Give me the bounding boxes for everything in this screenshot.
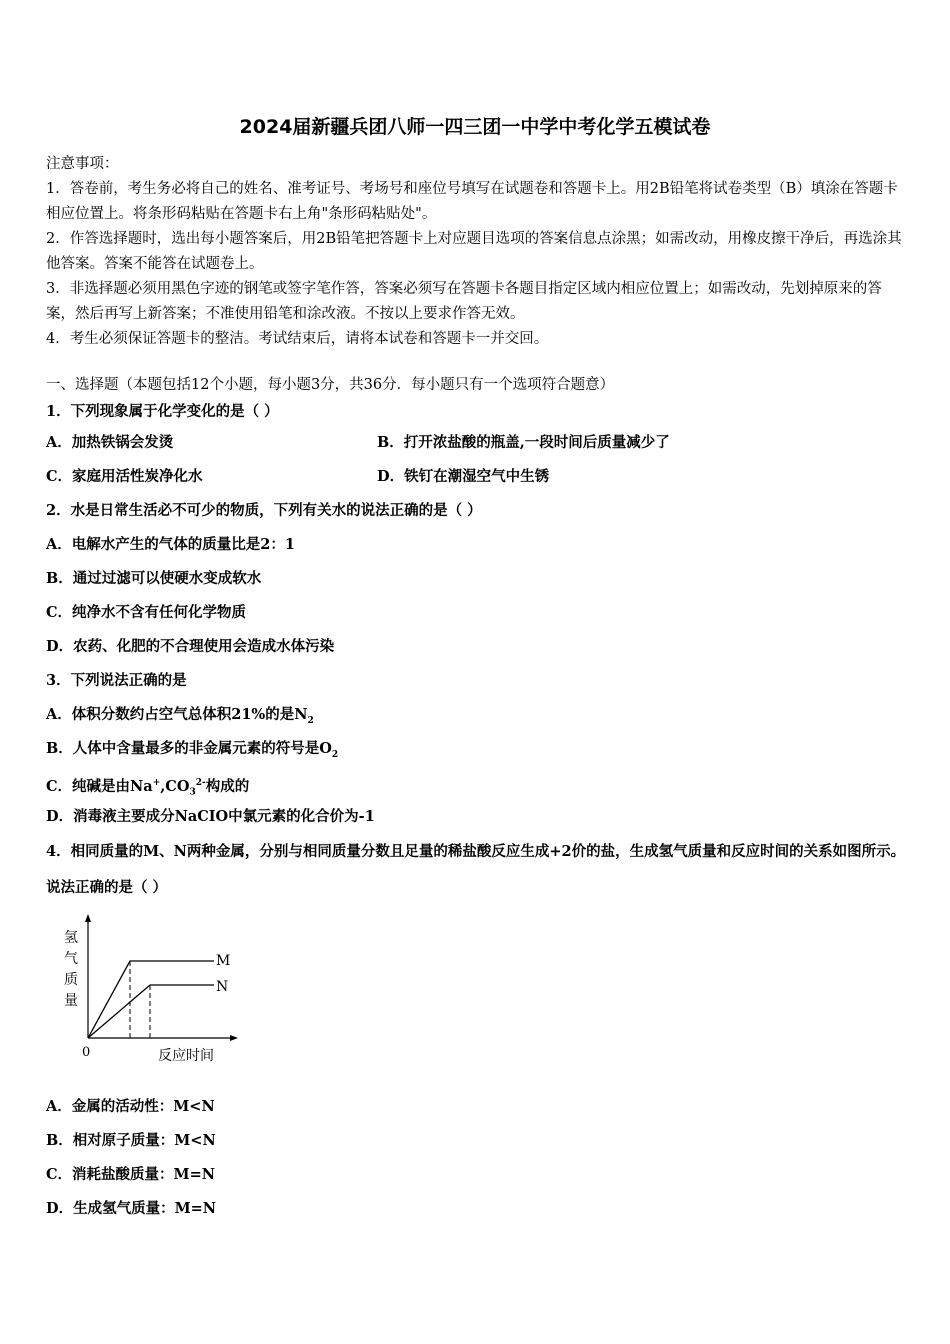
option-b: B．相对原子质量：M<N bbox=[46, 1132, 216, 1149]
question-1-options-row bbox=[46, 460, 908, 494]
question-1-options-row bbox=[46, 426, 908, 460]
y-axis-label-char: 质 bbox=[64, 972, 78, 988]
note-item: 1．答卷前，考生务必将自己的姓名、准考证号、考场号和座位号填写在试题卷和答题卡上。用2B铅笔将试卷类型（B）填涂在答题卡相应位置上。将条形码粘贴在答题卡右上角"条形码粘贴处"。 bbox=[46, 181, 898, 222]
option-d: D．铁钉在潮湿空气中生锈 bbox=[377, 468, 550, 485]
subscript: 3 bbox=[189, 787, 196, 798]
question-2-stem: 2．水是日常生活必不可少的物质，下列有关水的说法正确的是（ ） bbox=[46, 502, 482, 519]
option-b: B．打开浓盐酸的瓶盖,一段时间后质量减少了 bbox=[377, 434, 670, 451]
option-c bbox=[46, 766, 908, 800]
hydrogen-mass-graph bbox=[54, 912, 244, 1072]
notes-heading: 注意事项： bbox=[46, 156, 119, 172]
section-heading: 一、选择题（本题包括12个小题，每小题3分，共36分．每小题只有一个选项符合题意） bbox=[46, 377, 615, 393]
series-m-line bbox=[88, 961, 214, 1038]
option-c-text: C．纯碱是由Na bbox=[46, 777, 153, 795]
superscript: + bbox=[152, 778, 161, 788]
y-axis-arrow bbox=[85, 914, 91, 922]
option-c: C．消耗盐酸质量：M=N bbox=[46, 1166, 215, 1183]
option-a-text: A．体积分数约占空气总体积21%的是N bbox=[46, 706, 308, 723]
note-item: 2．作答选择题时，选出每小题答案后，用2B铅笔把答题卡上对应题目选项的答案信息点涂黑；如需改动，用橡皮擦干净后，再选涂其他答案。答案不能答在试题卷上。 bbox=[46, 231, 902, 272]
note-item: 3．非选择题必须用黑色字迹的钢笔或签字笔作答，答案必须写在答题卡各题目指定区域内相应位置上；如需改动，先划掉原来的答案，然后再写上新答案；不准使用铅笔和涂改液。不按以上要求作答无效。 bbox=[46, 281, 882, 322]
series-n-line bbox=[88, 985, 214, 1038]
option-c: C．纯净水不含有任何化学物质 bbox=[46, 604, 247, 621]
option-a: A．加热铁锅会发烫 bbox=[46, 434, 174, 451]
option-c-text: 构成的 bbox=[205, 777, 250, 795]
option-d: D．农药、化肥的不合理使用会造成水体污染 bbox=[46, 638, 335, 655]
option-b bbox=[46, 732, 908, 766]
question-3-stem: 3．下列说法正确的是 bbox=[46, 672, 187, 689]
origin-label: 0 bbox=[82, 1045, 91, 1060]
note-item: 4．考生必须保证答题卡的整洁。考试结束后，请将本试卷和答题卡一并交回。 bbox=[46, 331, 549, 347]
superscript: 2- bbox=[195, 778, 206, 788]
question-4-options bbox=[46, 1090, 216, 1226]
option-d: D．生成氢气质量：M=N bbox=[46, 1200, 217, 1217]
y-axis-label-char: 气 bbox=[64, 951, 78, 967]
question-1-stem: 1．下列现象属于化学变化的是（ ） bbox=[46, 403, 279, 420]
option-c: C．家庭用活性炭净化水 bbox=[46, 468, 203, 485]
y-axis-label-char: 氢 bbox=[64, 930, 78, 946]
subscript: 2 bbox=[307, 715, 314, 726]
question-4-stem: 4．相同质量的M、N两种金属，分别与相同质量分数且足量的稀盐酸反应生成+2价的盐，生成氢气质量和反应时间的关系如图所示。说法正确的是（ ） bbox=[46, 843, 906, 896]
notes-section bbox=[46, 152, 908, 352]
option-a: A．金属的活动性：M<N bbox=[46, 1098, 215, 1115]
option-a bbox=[46, 698, 908, 732]
option-b: B．通过过滤可以使硬水变成软水 bbox=[46, 570, 262, 587]
series-m-label: M bbox=[216, 953, 231, 969]
page-title: 2024届新疆兵团八师一四三团一中学中考化学五模试卷 bbox=[239, 116, 711, 138]
subscript: 2 bbox=[331, 749, 339, 760]
y-axis-label-char: 量 bbox=[64, 993, 78, 1009]
option-b-text: B．人体中含量最多的非金属元素的符号是O bbox=[46, 740, 332, 757]
x-axis-arrow bbox=[230, 1035, 238, 1041]
option-c-text: ,CO bbox=[160, 777, 190, 795]
option-d: D．消毒液主要成分NaCIO中氯元素的化合价为-1 bbox=[46, 808, 375, 825]
series-n-label: N bbox=[216, 979, 229, 995]
questions bbox=[46, 372, 908, 906]
x-axis-label: 反应时间 bbox=[158, 1048, 214, 1064]
option-a: A．电解水产生的气体的质量比是2：1 bbox=[46, 536, 295, 553]
